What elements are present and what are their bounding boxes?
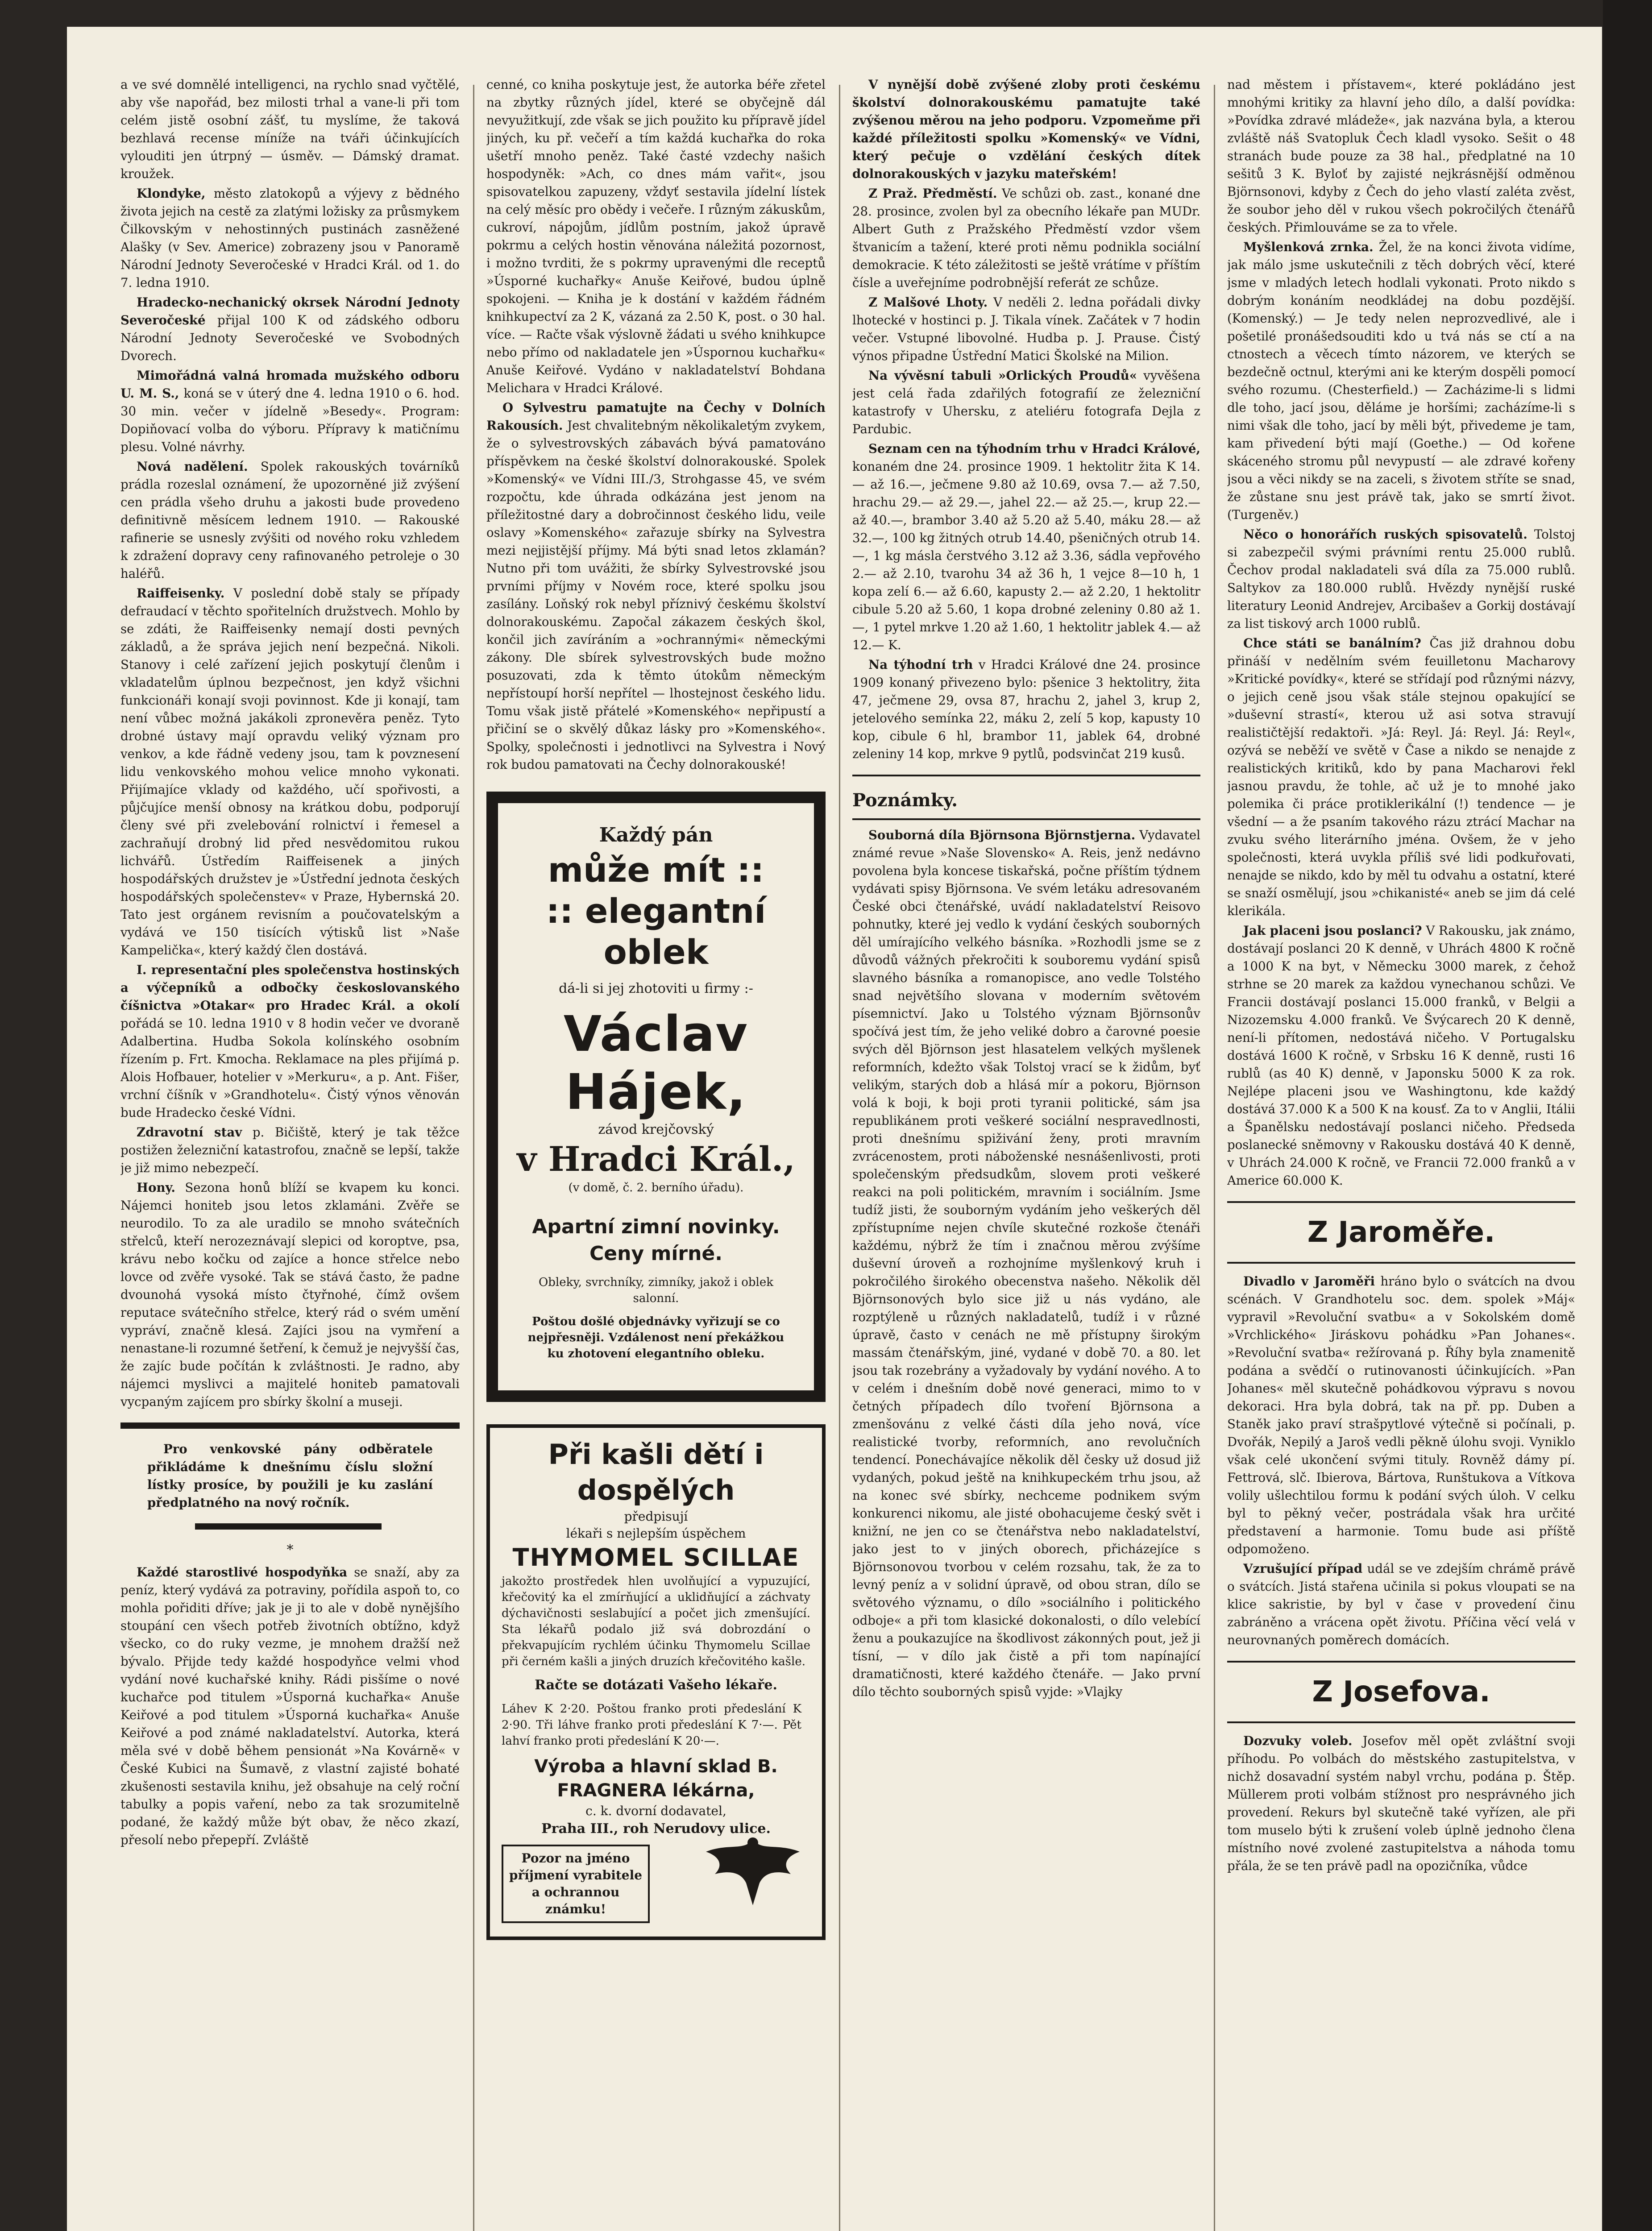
paragraph-lead: Na vývěsní tabuli »Orlických Proudů« (868, 368, 1137, 383)
paragraph (1227, 922, 1575, 1190)
paragraph-text: město zlatokopů a výjevy z bědného života jejich na cestě za zlatými ložisky za průsmykem Čilkovským v nehostinných pustinách zasněžené Alašky (v Sev. Americe) zobrazeny jsou v Panoramě Národní Jednoty Severočeské v Hradci Král. od 1. do 7. ledna 1910. (120, 186, 460, 290)
paragraph-lead: O Sylvestru pamatujte na Čechy v Dolních Rakousích. (486, 400, 826, 433)
paragraph-text: V Rakousku, jak známo, dostávají poslanci 20 K denně, v Uhrách 4800 K ročně a 1000 K na byt, v Německu 3000 marek, z čehož strhne se 20 marek za každou vynechanou schůzi. Ve Francii dostávají poslanci 15.000 franků, v Belgii a Nizozemsku 4.000 franků. Ve Švýcarech 20 K denně, není-li přítomen, nedostává ničeho. V Portugalsku dostává 1600 K ročně, v Srbsku 16 K denně, rusti 16 rublů (as 40 K) denně, v Japonsku 5000 K za rok. Nejlépe placeni jsou ve Washingtonu, kde každý dostává 37.000 K a 500 K na kousť. Za to v Anglii, Itálii a Španělsku nedostávají poslanci ničeho. Předseda poslanecké sněmovny v Rakousku dostává 40 K denně, v Uhrách 24.000 K ročně, ve Francii 72.000 franků a v Americe 60.000 K. (1227, 923, 1575, 1188)
paragraph-text: Žel, že na konci života vidíme, jak málo jsme uskutečnili z těch dobrých věcí, které jsme v mladých letech hodlali vykonati. Proto nikdo s dobrým konáním neodkládej na dobu pozdější. (Komenský.) — Je tedy nelen neprozvedlivé, ale i pošetilé pronášedsouditi kdo u tvá nás se ctí a na ctnostech a věcech tímto názorem, ve kterých se bezdečně octnul, kterými ani ke kterým dospěli pomocí svého rozumu. (Chesterfield.) — Zacházime-li s lidmi dle toho, jací jsou, děláme je horšími; zacházíme-li s nimi však dle toho, jací by měli být, přivedeme je tam, kam přivedení býti mají (Goethe.) — Od kořene skáceného stromu půl nevypustí — ale zdravé kořeny jsou a věci nikdy se na zaceli, s životem stříte se snad, že zůstane snu jest právě tak, jako se smrtí život. (Turgeněv.) (1227, 240, 1575, 522)
paragraph-text: koná se v úterý dne 4. ledna 1910 o 6. hod. 30 min. večer v jídelně »Besedy«. Program: Dopiňovací volba do výboru. Přípravy k matičnímu plesu. Volné návrhy. (120, 386, 460, 454)
page-binding-edge (1603, 0, 1652, 2231)
ad-line: předpisují (624, 1509, 688, 1524)
paragraph-text: Josefov měl opět zvláštní svoji příhodu. Po volbách do městského zastupitelstva, v nichž dosavadní systém nabyl vrchu, podána p. Štěp. Müllerem proti volbám stížnost pro nesprávného jich provedení. Rekurs byl skutečně také vyřízen, ale při tom muselo býti k zrušení voleb úplně jednoho člena místního nové zvolené zastupitelstva a náhoda tomu přála, že se ten právě padl na opozičníka, vůdce (1227, 1733, 1575, 1873)
ad-address: (v domě, č. 2. berního úřadu). (568, 1181, 744, 1194)
subscription-notice: Pro venkovské pány odběratele přikládáme k dnešnímu číslu složní lístky prosíce, by použili je ku zaslání předplatného na nový ročník. (147, 1442, 433, 1510)
paragraph (120, 1179, 460, 1411)
paragraph-text: Čas již drahnou dobu přináší v nedělním svém feuilletonu Macharovy »Kritické povídky«, které se střídají pod různými názvy, o jejich ceně jsou však stále stejnou opakující se »duševní strastí«, kterou už asi sotva stravují realističtější redaktoři. »Já: Reyl. Já: Reyl. Já: Reyl«, ozývá se neběží ve světě v Čase a nikdo se nenajde z realistických kritiků, kdo by pana Macharovi řekl jasnou pravdu, že tohle, ač už je to mnohé jako polemika či práce protiklerikální (!) tendence — je všední — a že psaním takového rázu ztrácí Machar na zvuku svého literárního jména. Ovšem, že v jeho společnosti, která uvykla příliš své lidi podkuřovati, nenajde se nikdo, kdo by měl tu odvahu a ostatní, které se snaží osmělují, jsou »chikanisté« aneb se jim dá celé klerikála. (1227, 636, 1575, 918)
paragraph-lead: Souborná díla Björnsona Björnstjerna. (868, 828, 1136, 842)
paragraph (852, 185, 1200, 292)
paragraph: a ve své domnělé intelligenci, na rychlo snad vyčtělé, aby vše napořád, bez milosti trhal a vane-li při tom celém jistě osobní zášť, tu myslíme, že taková bezhlavá recense míníže na tváři účinkujících vylouditi jen útrpný — úsměv. — Dámský dramat. kroužek. (120, 77, 460, 181)
paragraph (120, 1124, 460, 1177)
paragraph-lead: I. representační ples společenstva hostinských a výčepníků a odbočky českoslovanského číšnictva »Otakar« pro Hradec Král. a okolí (120, 962, 460, 1013)
ad-body: jakožto prostředek hlen uvolňující a vypuzující, křečovitý ka el zmírňující a uklidňující a záchvaty dýchavičnosti seslabující a počet jich zmenšující. Sta lékařů podalo již svá dobrozdání o překvapujícím rychlém účinku Thymomelu Scillae při černém kašli a jiných druzích křečovitého kašle. (502, 1575, 810, 1668)
paragraph: V nynější době zvýšené zloby proti českému školství dolnorakouskému pamatujte také zvýšenou měrou na jeho podporu. Vzpomeňme při každé příležitosti spolku »Komenský« ve Vídni, který pečuje o vzdělání českých dítek dolnorakouských v jazyku mateřském! (852, 77, 1200, 181)
paragraph (1227, 1560, 1575, 1649)
tailor-advertisement (486, 792, 826, 1402)
ad-subline: Apartní zimní novinky. (532, 1215, 780, 1238)
newspaper-page (67, 27, 1602, 2231)
separator-rule (852, 775, 1200, 776)
ad-subline: Ceny mírné. (589, 1242, 722, 1265)
paragraph (120, 367, 460, 456)
ad-line: Každý pán (599, 824, 713, 846)
ad-line: Výroba a hlavní sklad B. (534, 1756, 778, 1777)
paragraph (852, 294, 1200, 365)
separator-rule (195, 1523, 382, 1530)
paragraph (486, 399, 826, 774)
paragraph-lead: Nová nadělení. (137, 459, 248, 474)
paragraph-lead: Z Malšové Lhoty. (868, 295, 988, 310)
paragraph-text: v Hradci Králové dne 24. prosince 1909 konaný přivezeno bylo: pšenice 3 hektolitry, žita 47, ječmene 29, ovsa 87, hrachu 2, jahel 3, krup 2, jetelového semínka 22, máku 2, zelí 5 kop, kapusty 10 kop, cibule 6 hl, brambor 11, jablek 64, drobné zeleniny 14 kop, mrkve 9 pytlů, podsvinčat 219 kusů. (852, 657, 1200, 761)
paragraph-lead: Hony. (137, 1180, 176, 1195)
star-divider: * (286, 1542, 294, 1558)
column-4 (1227, 76, 1575, 2231)
separator-rule (852, 818, 1200, 820)
paragraph-lead: Seznam cen na týhodním trhu v Hradci Králové, (868, 441, 1200, 456)
column-divider (473, 85, 474, 2231)
paragraph-text: p. Bičiště, který je tak těžce postižen železniční katastrofou, značně se lepší, takže je již mimo nebezpečí. (120, 1125, 460, 1175)
paragraph-lead: Hradecko-nechanický okrsek Národní Jednoty Severočeské (120, 295, 460, 328)
paragraph-lead: Jak placeni jsou poslanci? (1243, 923, 1422, 938)
paragraph: cenné, co kniha poskytuje jest, že autorka béře zřetel na zbytky různých jídel, které se obyčejně dál nevyužitkují, zde však se jich použito ku přípravě jídel jiných, ku př. večeří a tím každá kuchařka do roka ušetří mnoho peněz. Také časté vzdechy našich hospodyněk: »Ach, co dnes mám vařit«, jsou spisovatelkou zapuzeny, vždyť sestavila jídelní lístek na celý měsíc pro obědy i večeře. I různým zákuskům, cukroví, nápojům, jídlům postním, jakož úpravě pokrmu a celých hostin věnována náležitá pozornost, i možno tvrditi, že s pokrmy upravenými dle receptů »Úsporné kuchařky« Anuše Keiřové, budou úplně spokojeni. — Kniha je k dostání v každém řádném knihkupectví za 2 K, vázaná za 2.50 K, post. o 30 hal. více. — Račte však výslovně žádati u svého knihkupce nebo přímo od nakladatele jen »Úspornou kuchařku« Anuše Keiřové. Vydáno v nakladatelství Bohdana Melichara v Hradci Králové. (486, 77, 826, 395)
paragraph (1227, 634, 1575, 920)
column-3 (852, 76, 1200, 2231)
paragraph (1227, 526, 1575, 633)
separator-rule (1227, 1262, 1575, 1264)
separator-rule (1227, 1661, 1575, 1663)
paragraph-lead: Každé starostlivé hospodyňka (137, 1565, 348, 1580)
paragraph-lead: Divadlo v Jaroměři (1243, 1274, 1375, 1289)
ad-line: dá-li si jej zhotoviti u firmy :- (559, 981, 753, 996)
ad-line: FRAGNERA lékárna, (557, 1780, 755, 1801)
paragraph (120, 961, 460, 1122)
paragraph (120, 585, 460, 959)
paragraph (852, 826, 1200, 1701)
paragraph-lead: Klondyke, (137, 186, 206, 201)
paragraph-lead: Vzrušující případ (1243, 1561, 1363, 1576)
paragraph (1227, 1732, 1575, 1875)
paragraph (120, 294, 460, 365)
paragraph-text: vyvěšena jest celá řada zdařilých fotografií ze železniční katastrofy v Uhersku, z ateliéru fotografa Dejla z Pardubic. (852, 368, 1200, 436)
paragraph-lead: Chce státi se banálním? (1243, 636, 1421, 651)
paragraph-lead: Zdravotní stav (137, 1125, 242, 1140)
ad-company-name: Václav Hájek, (563, 1005, 749, 1120)
paragraph-lead: Na týhodní trh (868, 657, 973, 672)
paragraph-text: konaném dne 24. prosince 1909. 1 hektolitr žita K 14.— až 16.—, ječmene 9.80 až 10.69, ovsa 7.— až 7.50, hrachu 29.— až 29.—, jahel 22.— až 25.—, krup 22.— až 40.—, brambor 3.40 až 5.20 až 5.40, máku 28.— až 32.—, 100 kg žitných otrub 14.40, pšeničných otrub 14.—, 1 kg másla čerstvého 3.12 až 3.36, sádla vepřového 2.— až 2.10, tvarohu 34 až 36 h, 1 vejce 8—10 h, 1 kopa zelí 6.— až 6.60, kapusty 2.— až 2.20, 1 hektolitr cibule 5.20 až 5.60, 1 kopa drobné zeleniny 0.80 až 1.—, 1 pytel mrkve 1.20 až 1.60, 1 hektolitr jablek 4.— až 12.— K. (852, 459, 1200, 652)
column-1 (120, 76, 460, 2231)
paragraph-text: přijal 100 K od zádského odboru Národní Jednoty Severočeské ve Svobodných Dvorech. (120, 313, 460, 363)
paragraph-text: Sezona honů blíží se kvapem ku konci. Nájemci honiteb jsou letos zklamáni. Zvěře se neurodilo. To za ale uradilo se mnoho svátečních střelců, kteří nerozeznávají slepici od koroptve, psa, krávu nebo kočku od zajíce a honce střelce nebo lovce od zvěře vysoké. Tak se stává často, že padne dvounohá vysoká místo čtyřnohé, čímž ovšem reputace svátečního střelce, který rád o svém umění vypráví, značně klesá. Zajíci jsou na vymření a nenastane-li rozumné šetření, k čemuž je nejvyšší čas, že zajíc bude počítán k zvláštnosti. Je radno, aby nájemci myslivci a majitelé honiteb pamatovali vycpaným zajícem pro sbírky školní a museji. (120, 1180, 460, 1409)
paragraph-text: hráno bylo o svátcích na dvou scénách. V Grandhotelu soc. dem. spolek »Máj« vypravil »Revoluční svatbu« a v Sokolském domě »Vrchlického« Jiráskovu pohádku »Pan Johanes«. »Revoluční svatba« režírovaná p. Říhy byla znamenitě podána a svědčí o rutinovanosti účinkujících. »Pan Johanes« měl skutečně pohádkovou výpravu s novou dekoraci. Hra byla dobrá, tak na př. pp. Duben a Staněk jako praví strašpytlové výtečně si počínali, p. Dvořák, Nepilý a Jaroš vedli pěkně úlohu svoji. Vyniklo však celé ukončení svými tituly. Rovněž dámy pí. Fettrová, slč. Ibierova, Bártova, Runštukova a Vítkova volily ušlechtilou formu k podání svých úloh. V celku byl to pěkný večer, postrádala však hra určité představení a harmonie. Tomu bude asi příště odpomoženo. (1227, 1274, 1575, 1556)
section-heading: Z Josefova. (1312, 1675, 1490, 1708)
separator-rule (1227, 1201, 1575, 1203)
paragraph (1227, 1273, 1575, 1558)
paragraph-text: Tolstoj si zabezpečil svými právními rentu 25.000 rublů. Čechov prodal nakladateli svá díla za 75.000 rublů. Saltykov za 180.000 rublů. Hvězdy nynější ruské literatury Leonid Andrejev, Arcibašev a Gorkij dostávají za list tiskový arch 1000 rublů. (1227, 527, 1575, 631)
paragraph-text: Ve schůzi ob. zast., konané dne 28. prosince, zvolen byl za obecního lékaře pan MUDr. Albert Guth z Pražského Předměstí vzdor všem štvanicím a tažení, které proti němu podnikla sociální demokracie. K této záležitosti se ještě vrátíme v příštím čísle a uveřejníme podrobnější referát ze schůze. (852, 186, 1200, 290)
paragraph (852, 656, 1200, 763)
paragraph-text: V neděli 2. ledna pořádali divky lhotecké v hostinci p. J. Tikala vínek. Začátek v 7 hodin večer. Vstupné libovolné. Hudba p. J. Prause. Čistý výnos připadne Ústřední Matici Školské na Milion. (852, 295, 1200, 363)
paragraph-text: pořádá se 10. ledna 1910 v 8 hodin večer ve dvoraně Adalbertina. Hudba Sokola kolínského osobním řízením p. Frt. Kmocha. Reklamace na ples přijímá p. Alois Hofbauer, hotelier v »Merkuru«, a p. Ant. Fišer, vrchní číšník v »Grandhotelu«. Čistý výnos věnován bude Hradecko české Vídni. (120, 1016, 460, 1120)
ad-line: Obleky, svrchníky, zimníky, jakož i oblek salonní. (538, 1276, 774, 1305)
paragraph-lead: Myšlenková zrnka. (1243, 240, 1374, 254)
paragraph-lead: Mimořádná valná hromada mužského odboru U. M. S., (120, 368, 460, 401)
separator-rule (120, 1422, 460, 1429)
ad-price: Láhev K 2·20. Poštou franko proti předeslání K 2·90. Tři láhve franko proti předeslání K 7·—. Pět lahví franko proti předeslání K 20·—. (502, 1702, 801, 1748)
ad-line: c. k. dvorní dodavatel, (585, 1804, 726, 1818)
paragraph-lead: Raiffeisenky. (137, 586, 225, 601)
paragraph-text: Vydavatel známé revue »Naše Slovensko« A. Reis, jenž nedávno povolena byla koncese tiskařská, počne příštím týdnem vydávati spisy Björnsona. Ve svém letáku adresovaném České obci čtenářské, uvádí nakladatelství Reisovo pohnutky, které jej vedlo k vydání českých souborných děl umírajícího velkého básníka. »Rozhodli jsme se z důvodů vážných překročiti k souboremu vydání spisů slavného básníka a romanopisce, ano vedle Tolstého snad největšího slovana v moderním světovém písemnictví. Jako u Tolstého význam Björnsonův spočívá jest tím, že jeho veliké dobro a čarovné poesie svých děl Björnson jest hlasatelem velkých myšlenek reformních, kdežto však Tolstoj vrací se k židům, byť velikým, starých dob a hlásá mír a pokoru, Björnson volá k boji, k boji proti tyranii politické, sám jsa republikánem proti veškeré sociální nespravedlnosti, proti dnešnímu spiživání ženy, proti mravním zvrácenostem, proti náboženské nesnášenlivosti, proti společenským předsudkům, slovem proti veškeré reakci na poli politickém, mravním i sociálním. Jsme tudíž jisti, že souborným vydáním jeho veškerých děl zpřístupníme nejen chvíle skutečné rozkoše čtenáři každému, nýbrž že tím i značnou měrou zvýšíme duševní úroveň a rozhojníme myšlenkový kruh i pokročilého širokého obecenstva našeho. Několik děl Björnsonových bylo sice již u nás vydáno, ale rozptýleně u různých nakladatelů, tudíž i v různé úpravě, často v cenách ne mě přístupny širokým massám čtenářským, jiné, vydané v době 70. a 80. let jsou tak rozebrány a vyžadovaly by vydání nového. A to v celém i dnešním době nové generaci, mimo to v četných případech dílo tvoření Björnsona a zmenšovánu z velké části díla jeho nová, více realistické tvorby, reformních, ano revolučních tendencí. Ponechávajíce několik děl česky už dosud již vydaných, pokud ještě na knihkupeckém trhu jsou, až na konec své sbírky, nechceme podnikem svým konkurenci nikomu, ale jisté obohacujeme český svět i knižní, ne jen co se čtenářstva nebo nakladatelství, jako jest to v jiných oborech, přicházejíce s Björnsonovou tvorbou v celém rozsahu, tak, že za to levný peníz a v solidní úpravě, od obou stran, dílo se světového významu, o dílo »sociálního i politického odboje« a při tom klasické dokonalosti, o dílo velebící ženu a poukazujíce na škodlivost zákonných pout, jež ji tísní, — v dílo jak čistě a při tom napínající dramatičnosti, které každého čtenáře. — Jako první dílo těchto souborných spisů vyjde: »Vlajky (852, 828, 1200, 1699)
ad-line: závod krejčovský (598, 1122, 714, 1137)
paragraph-lead: Dozvuky voleb. (1243, 1733, 1353, 1748)
paragraph (852, 440, 1200, 654)
paragraph-text: udál se ve zdejším chrámě právě o svátcích. Jistá stařena učinila si pokus vloupati se na klice sakristie, by byl v čase v provedení činu zabráněno a vrácena opět životu. Příčina věcí velá v neurovnaných poměrech domácích. (1227, 1561, 1575, 1647)
paragraph-lead: Z Praž. Předměstí. (868, 186, 997, 201)
paragraph (1227, 238, 1575, 524)
column-2 (486, 76, 826, 2231)
paragraph-lead: Něco o honorářích ruských spisovatelů. (1243, 527, 1527, 542)
ad-line: může mít :: (548, 850, 764, 890)
thymomel-advertisement (486, 1424, 826, 1940)
ad-line: Račte se dotázati Vašeho lékaře. (535, 1677, 777, 1693)
eagle-trademark-icon (697, 1825, 809, 1910)
separator-rule (1227, 1721, 1575, 1723)
column-divider (1214, 85, 1215, 2231)
paragraph (120, 185, 460, 292)
ad-line: Poštou došlé objednávky vyřizují se co nejpřesněji. Vzdálenost není překážkou ku zhotovení elegantního obleku. (527, 1315, 784, 1360)
paragraph (120, 458, 460, 583)
section-heading: Poznámky. (852, 790, 958, 811)
paragraph-text: V poslední době staly se případy defraudací v těchto spořitelních družstvech. Mohlo by se zdáti, že Raiffeisenky nemají dosti pevných základů, a že správa jejich není bezpečná. Nikoli. Stanovy i celé zařízení jejich poskytují členům i vkladatelům úplnou bezpečnost, jen když všichni funkcionáři konají svoji povinnost. Kde ji konají, tam není vůbec možná jakákoli zpronevěra peněz. Tyto drobné ústavy mají opravdu veliký význam pro venkov, a kde řádně vedeny jsou, tam k povznesení lidu venkovského mohou velice mnoho vykonati. Přijímajíce vklady od každého, učí spořivosti, a půjčujíce menší obnosy na krátkou dobu, podporují členy své při zvelebování rolnictví i řemesel a zachraňují drobný lid před nesvědomitou rukou lichvářů. Ústředím Raiffeisenek a jiných hospodářských družstev je »Ústřední jednota českých hospodářských společenstev« v Praze, Hybernská 20. Tato jest orgánem revisním a poučovatelským a vydává ve 150 tisících výtisků list »Naše Kampelička«, který každý člen dostává. (120, 586, 460, 958)
paragraph: nad městem i přístavem«, které pokládáno jest mnohými kritiky za hlavní jeho dílo, a další povídka: »Povídka zdravé mládeže«, jak nazvána byla, a kterou zvláště náš Svatopluk Čech kladl vysoko. Sešit o 48 stranách bude pouze za 38 hal., předplatné na 10 sešitů 3 K. Byloť by zajisté nejkrásnější odměnou Björnsonovi, kdyby z Čech do jeho vlastí zaléta zvěst, že soubor jeho děl v rukou všech pokročilých čtenářů českých. Přimlouváme se za to vřele. (1227, 77, 1575, 235)
section-heading: Z Jaroměře. (1307, 1216, 1495, 1249)
paragraph-text: Spolek rakouských továrníků prádla rozeslal oznámení, že upozorněné již zvýšení cen prádla všeho druhu a jakosti bude provedeno definitivně měsícem lednem 1910. — Rakouské rafinerie se usnesly zvýšiti od nového roku vzhledem k zdražení dopravy ceny rafinovaného petroleje o 30 haléřů. (120, 459, 460, 581)
column-divider (839, 85, 840, 2231)
ad-town: v Hradci Král., (517, 1139, 795, 1179)
ad-line: :: elegantní (546, 891, 766, 931)
ad-title: Při kašli dětí i dospělých (548, 1438, 764, 1506)
paragraph (852, 367, 1200, 438)
ad-line: lékaři s nejlepším úspěchem (566, 1526, 746, 1541)
ad-address: Praha III., roh Nerudovy ulice. (541, 1821, 771, 1837)
ad-product-name: THYMOMEL SCILLAE (512, 1543, 800, 1572)
paragraph-text: se snaží, aby za peníz, který vydává za potraviny, pořídila aspoň to, co mohla pořiditi dříve; jak je ji to ale v době nynějšího stoupání cen všech potřeb životních obtížno, když všecko, co do ruky vezme, je mnohem dražší než bývalo. Přijde tedy každé hospodyňce velmi vhod vydání nové kuchařské knihy. Rádi pisšíme o nové kuchařce pod titulem »Úsporná kuchařka« Anuše Keiřové a pod titulem »Úsporná kuchařka« Anuše Keiřové a pod známé nakladatelství. Autorka, která měla své v době během pensionát »Na Kovárně« v České Kubici na Šumavě, z vlastní zajisté bohaté zkušenosti sestavila knihu, jež obsahuje na celý roční tabulky a popis vaření, nebo za tak srozumitelně podané, že každý může být obav, že něco zkazí, přesolí nebo přepepří. Zvláště (120, 1565, 460, 1847)
paragraph (120, 1563, 460, 1849)
ad-trademark-notice: Pozor na jméno příjmení vyrabitele a ochrannou známku! (502, 1845, 650, 1923)
ad-line: oblek (603, 932, 709, 972)
paragraph-text: Jest chvalitebným několikaletým zvykem, že o sylvestrovských zábavách bývá pamatováno příspěvkem na české školství dolnorakouské. Spolek »Komenský« ve Vídni III./3, Strohgasse 45, ve svém rozpočtu, kde úhrada odkázána jest jenom na příležitostné dary a dobročinnost českého lidu, veile oslavy »Komenského« zařazuje sbírky na Sylvestra mezi nejjistější příjmy. Má býti snad letos zklamán? Nutno při tom uvážiti, že sbírky Sylvestrovské jsou prvními příjmy v Novém roce, které spolku jsou zasílány. Loňský rok nebyl příznivý českému školství dolnorakouskému. Započal zákazem českých škol, končil jich zavíráním a »ochrannými« německými zákony. Dle sbírek sylvestrovských bude možno posuzovati, zda k těmto útokům německým nepřístoupí horší nepřítel — lhostejnost českého lidu. Tomu však jistě přátelé »Komenského« nepřipustí a přičiní se o skvělý důkaz lásky pro »Komenského«. Spolky, společnosti i jednotlivci na Sylvestra i Nový rok budou pamatovati na Čechy dolnorakouské! (486, 418, 826, 772)
